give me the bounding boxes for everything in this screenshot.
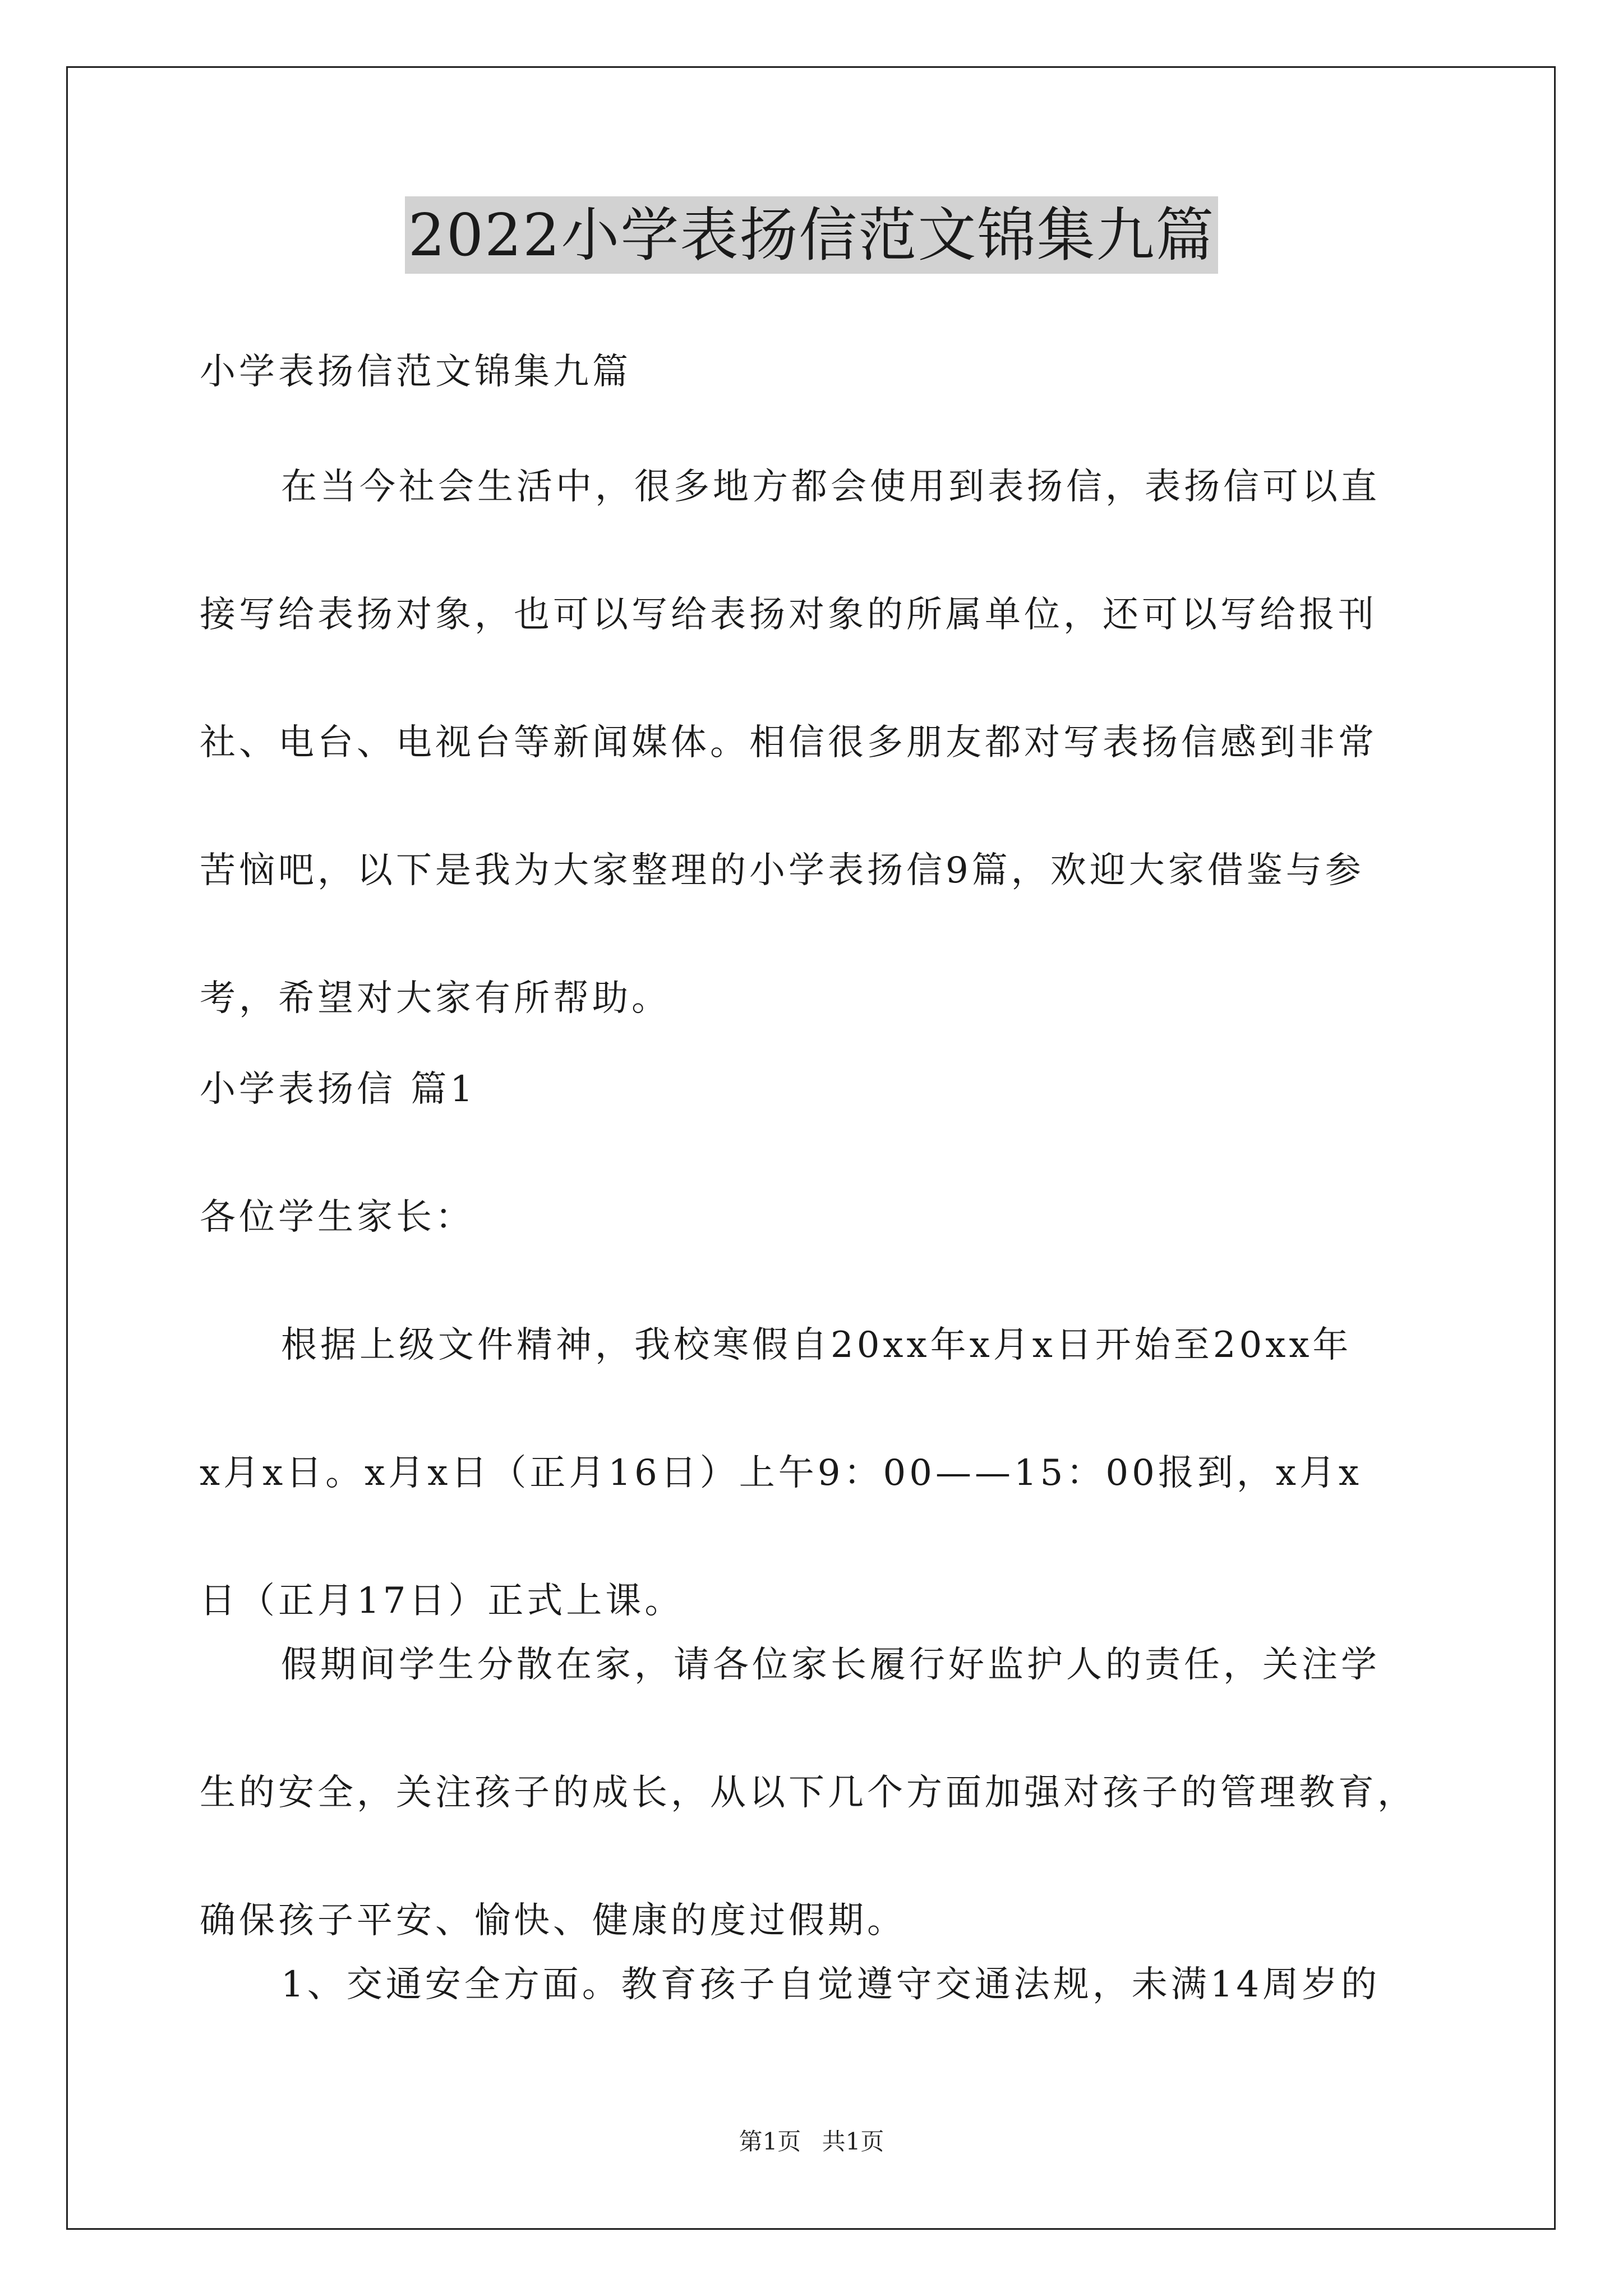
text-line: 社、电台、电视台等新闻媒体。相信很多朋友都对写表扬信感到非常 [200, 722, 1377, 763]
page-footer [0, 2123, 1623, 2157]
paragraph-3 [200, 1962, 1428, 2090]
text-line: 生的安全，关注孩子的成长，从以下几个方面加强对孩子的管理教育， [200, 1772, 1417, 1814]
text-line: 考，希望对大家有所帮助。 [200, 978, 671, 1019]
text-line: x月x日。x月x日（正月16日）上午9：00——15：00报到，x月x [200, 1452, 1363, 1494]
greeting-text: 各位学生家长： [200, 1197, 474, 1238]
title-container [0, 196, 1623, 274]
section-heading-text: 小学表扬信 篇1 [200, 1069, 477, 1110]
text-line: 苦恼吧，以下是我为大家整理的小学表扬信9篇，欢迎大家借鉴与参 [200, 850, 1364, 891]
page-number: 第1页 [739, 2128, 801, 2155]
text-line: 在当今社会生活中，很多地方都会使用到表扬信，表扬信可以直 [281, 466, 1380, 508]
text-line: 日（正月17日）正式上课。 [200, 1580, 684, 1622]
text-line: 确保孩子平安、愉快、健康的度过假期。 [200, 1900, 906, 1941]
greeting [200, 1195, 1428, 1323]
text-line: 1、交通安全方面。教育孩子自觉遵守交通法规，未满14周岁的 [281, 1964, 1381, 2005]
intro-paragraph [200, 464, 1428, 1104]
text-line: 假期间学生分散在家，请各位家长履行好监护人的责任，关注学 [281, 1644, 1380, 1686]
subtitle-text: 小学表扬信范文锦集九篇 [200, 351, 631, 393]
section-heading [200, 1067, 1428, 1195]
text-line: 接写给表扬对象，也可以写给表扬对象的所属单位，还可以写给报刊 [200, 594, 1377, 636]
text-line: 根据上级文件精神，我校寒假自20xx年x月x日开始至20xx年 [281, 1324, 1352, 1366]
document-title: 2022小学表扬信范文锦集九篇 [405, 196, 1219, 274]
document-subtitle [200, 349, 1428, 477]
page-total: 共1页 [822, 2128, 884, 2155]
